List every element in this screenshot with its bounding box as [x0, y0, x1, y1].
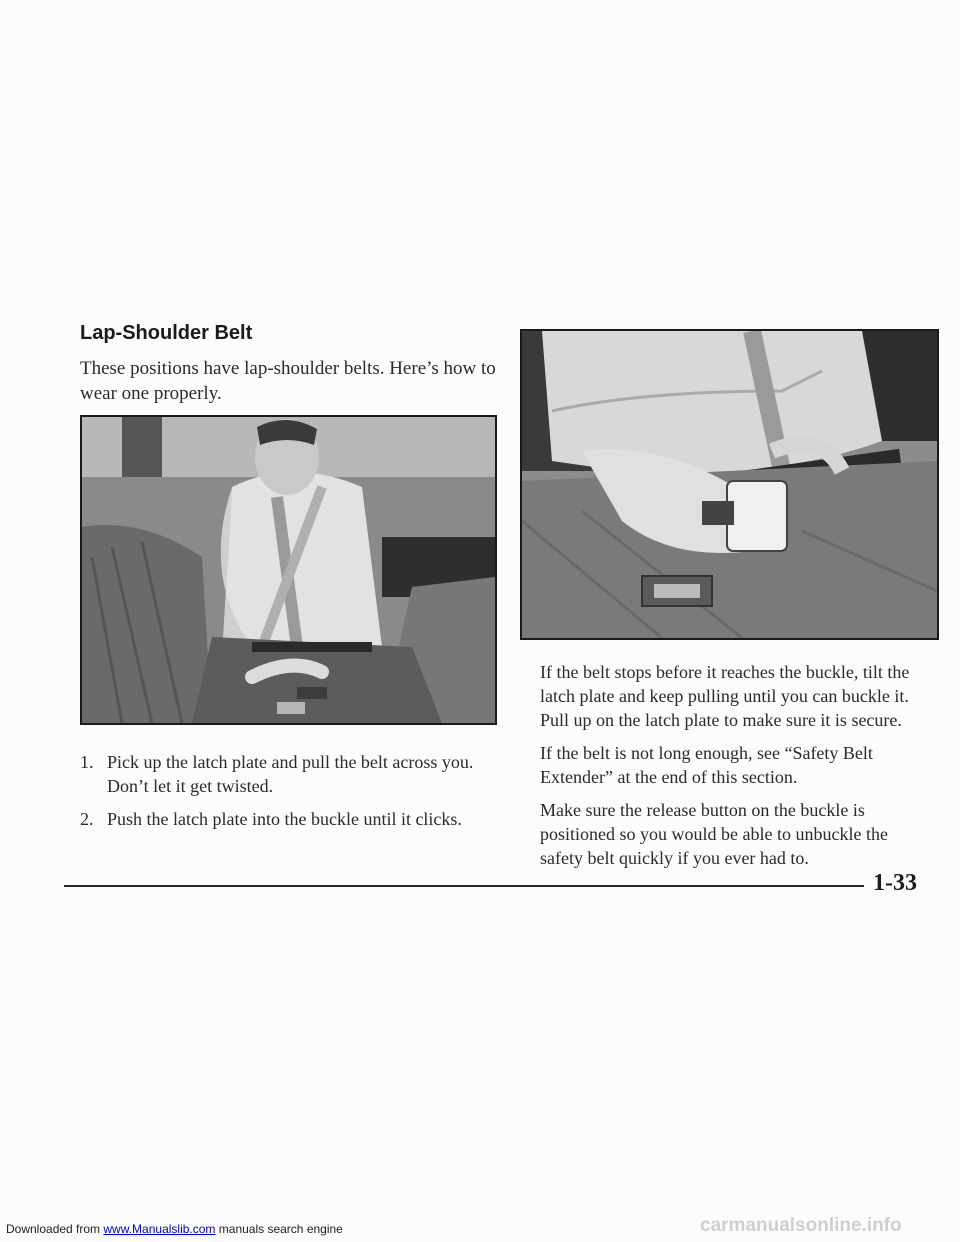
buckle-tilt-paragraph: If the belt stops before it reaches the buckle, tilt the latch plate and keep pulling until you can buckle it. Pull up on the latch plate to make sure it is secure.: [540, 662, 910, 730]
manualslib-link[interactable]: www.Manualslib.com: [103, 1222, 216, 1236]
seated-man-buckling-belt-illustration: [80, 415, 497, 725]
step-item: [80, 750, 500, 798]
footer-suffix: manuals search engine: [215, 1222, 343, 1236]
step-number: 1.: [80, 752, 94, 772]
instruction-steps: [80, 750, 500, 840]
step-item: [80, 807, 500, 831]
download-footer: [6, 1222, 343, 1236]
belt-extender-paragraph: If the belt is not long enough, see “Safety Belt Extender” at the end of this section.: [540, 743, 873, 787]
release-button-paragraph: Make sure the release button on the buckle is positioned so you would be able to unbuckle the safety belt quickly if you ever had to.: [540, 800, 888, 868]
step-text: Pick up the latch plate and pull the belt across you. Don’t let it get twisted.: [107, 752, 474, 796]
latch-plate-closeup-illustration: [520, 329, 939, 640]
page-number: 1-33: [873, 870, 917, 896]
footer-rule: [64, 885, 864, 887]
right-column-text: [540, 660, 935, 879]
step-text: Push the latch plate into the buckle until it clicks.: [107, 809, 462, 829]
watermark-text: carmanualsonline.info: [700, 1215, 902, 1236]
footer-prefix: Downloaded from: [6, 1222, 104, 1236]
intro-paragraph: These positions have lap-shoulder belts. Here’s how to wear one properly.: [80, 358, 496, 404]
step-number: 2.: [80, 809, 94, 829]
section-heading: Lap-Shoulder Belt: [80, 322, 253, 344]
